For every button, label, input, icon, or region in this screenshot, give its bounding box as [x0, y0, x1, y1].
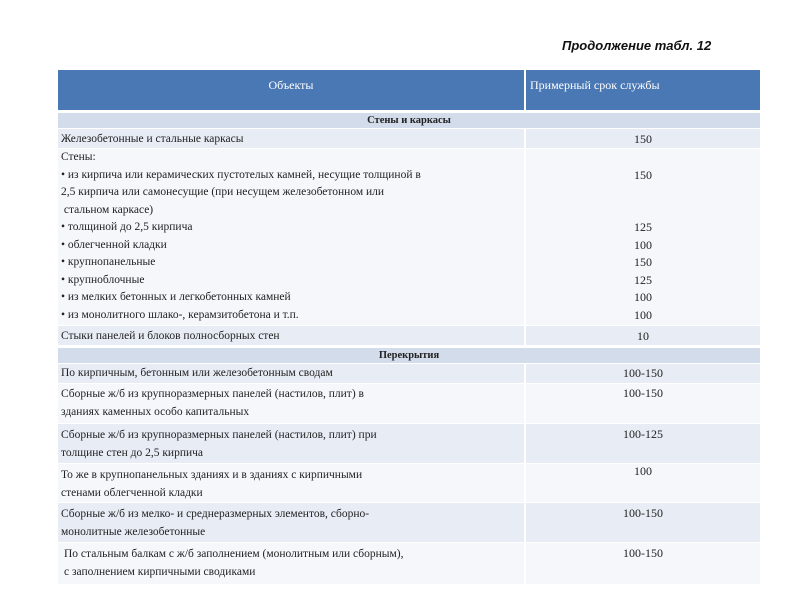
table-row [58, 502, 760, 542]
row-value: 100-125 [524, 424, 760, 463]
row-value: 100-150 [524, 543, 760, 584]
table-row [58, 148, 760, 325]
walls-value: 125 [634, 220, 652, 234]
table-caption: Продолжение табл. 12 [562, 38, 712, 53]
table-row [58, 363, 760, 383]
walls-line: стальном каркасе) [61, 203, 154, 216]
row-object-line: толщине стен до 2,5 кирпича [61, 446, 204, 459]
walls-value: 100 [634, 237, 652, 252]
row-value: 10 [524, 326, 760, 345]
row-object [58, 464, 524, 502]
row-object [58, 424, 524, 463]
row-object-line: монолитные железобетонные [61, 525, 206, 538]
row-object: Железобетонные и стальные каркасы [61, 133, 244, 145]
table-row [58, 128, 760, 148]
table-row [58, 542, 760, 584]
service-life-table [58, 70, 760, 584]
walls-line: • крупноблочные [61, 273, 145, 286]
row-object-line: стенами облегченной кладки [61, 486, 203, 499]
walls-line: 2,5 кирпича или самонесущие (при несущем железобетонном или [61, 186, 385, 198]
walls-line: • из кирпича или керамических пустотелых камней, несущие толщиной в [61, 168, 421, 181]
row-object [58, 503, 524, 542]
row-object-line: Сборные ж/б из крупноразмерных панелей (настилов, плит) при [61, 429, 377, 441]
table-row [58, 423, 760, 463]
header-objects: Объекты [268, 78, 314, 92]
row-object-line: зданиях каменных особо капитальных [61, 405, 250, 418]
section-walls: Стены и каркасы [58, 110, 760, 128]
row-object [58, 384, 524, 423]
walls-line: • из монолитного шлако-, керамзитобетона и т.п. [61, 308, 299, 321]
table-header [58, 70, 760, 110]
row-value: 150 [524, 129, 760, 148]
table-row [58, 463, 760, 502]
row-value: 100 [524, 464, 760, 502]
row-object-line: Сборные ж/б из крупноразмерных панелей (настилов, плит) в [61, 388, 364, 400]
table-row [58, 325, 760, 345]
row-object: По кирпичным, бетонным или железобетонным сводам [61, 367, 333, 379]
walls-line: • толщиной до 2,5 кирпича [61, 221, 193, 233]
row-object-line: То же в крупнопанельных зданиях и в зданиях с кирпичными [61, 469, 363, 481]
walls-line: • облегченной кладки [61, 238, 167, 251]
walls-line: Стены: [61, 151, 96, 163]
walls-value: 100 [634, 307, 652, 322]
row-object [58, 543, 524, 584]
walls-value: 150 [634, 255, 652, 269]
row-value [524, 149, 760, 325]
walls-value: 100 [634, 290, 652, 304]
row-value: 100-150 [524, 364, 760, 383]
walls-value: 150 [634, 167, 652, 182]
header-service-life: Примерный срок службы [524, 70, 760, 110]
section-floors: Перекрытия [58, 345, 760, 363]
walls-line: • из мелких бетонных и легкобетонных камней [61, 291, 291, 303]
row-value: 100-150 [524, 384, 760, 423]
row-object-line: По стальным балкам с ж/б заполнением (монолитным или сборным), [64, 548, 404, 560]
row-object [58, 149, 524, 325]
row-value: 100-150 [524, 503, 760, 542]
table-row [58, 383, 760, 423]
walls-value: 125 [634, 272, 652, 287]
row-object-line: Сборные ж/б из мелко- и среднеразмерных элементов, сборно- [61, 508, 370, 520]
walls-line: • крупнопанельные [61, 256, 156, 268]
row-object: Стыки панелей и блоков полносборных стен [61, 330, 280, 342]
row-object-line: с заполнением кирпичными сводиками [64, 565, 256, 578]
